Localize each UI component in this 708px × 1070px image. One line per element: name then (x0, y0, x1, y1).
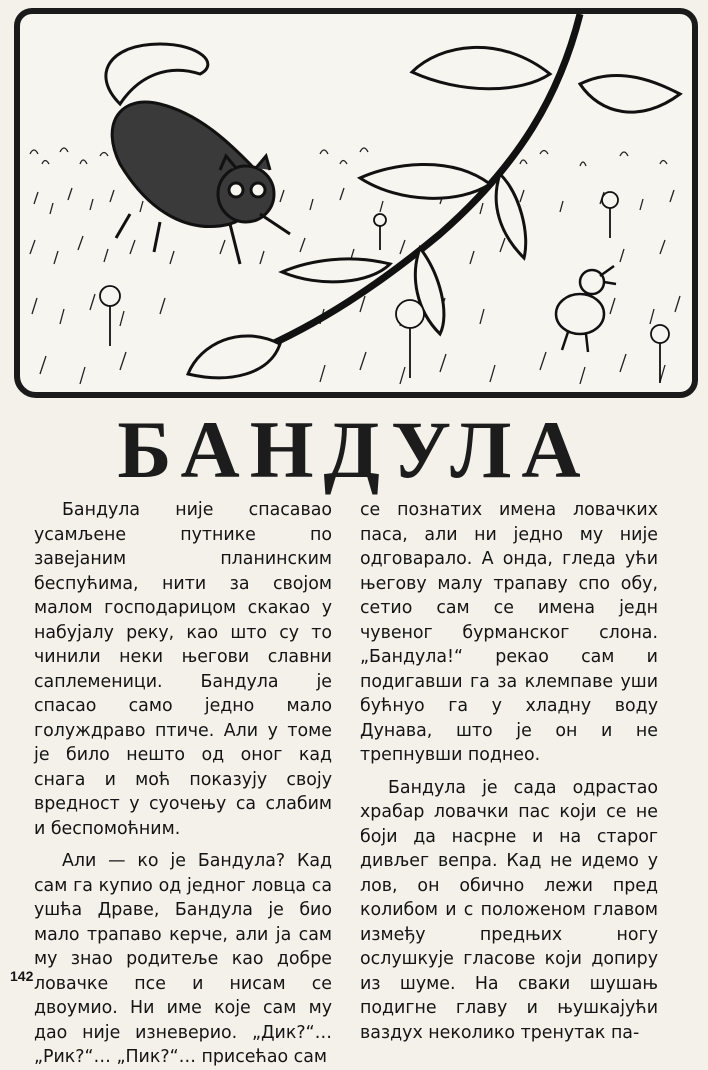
bird-figure (556, 266, 616, 352)
story-title: БАНДУЛА (117, 404, 591, 495)
page-number: 142 (10, 968, 34, 984)
text-column-left (34, 498, 332, 1070)
paragraph: Бандула није спасавао усамљене путнике по завејаним планинским беспућима, нити за својом малом господарицом скакао у набујалу реку, као што су то чинили неки његови славни саплеменици. Бандула је спасао само једно мало голуждраво птиче. Али у томе је било нешто од оног кад снага и моћ показују своју вредност у суочењу са слабим и беспомоћним. (34, 500, 332, 839)
text-column-right (360, 498, 658, 1045)
cat-bird-meadow-illustration (20, 14, 692, 392)
paragraph: се познатих имена ловачких паса, али ни једно му није одговарало. А онда, гледа ући његову малу трапаву спо обу, сетио сам се имена једн чувеног бурманског слона. „Бандула!“ рекао сам и подигавши га за клемпаве уши бућнуо га у хладну воду Дунава, што је он и не трепнувши поднео. (360, 500, 658, 765)
paragraph: Али — ко је Бандула? Кад сам га купио од једног ловца са ушћа Драве, Бандула је био мало трапаво керче, али ја сам му знао родитеље као добре ловачке псе и нисам се двоумио. Ни име које сам му дао није изневерио. „Дик?“… „Рик?“… „Пик?“… присећао сам (34, 851, 332, 1067)
illustration-frame (14, 8, 698, 398)
cat-figure (106, 44, 290, 264)
paragraph: Бандула је сада одрастао храбар ловачки пас који се не боји да насрне и на старог дивљег вепра. Кад не идемо у лов, он обично лежи пред колибом и с положеном главом између предњих ногу ослушкује гласове који допиру из шуме. На сваки шушањ подигне главу и њушкајући ваздух неколико тренутак па- (360, 777, 658, 1043)
